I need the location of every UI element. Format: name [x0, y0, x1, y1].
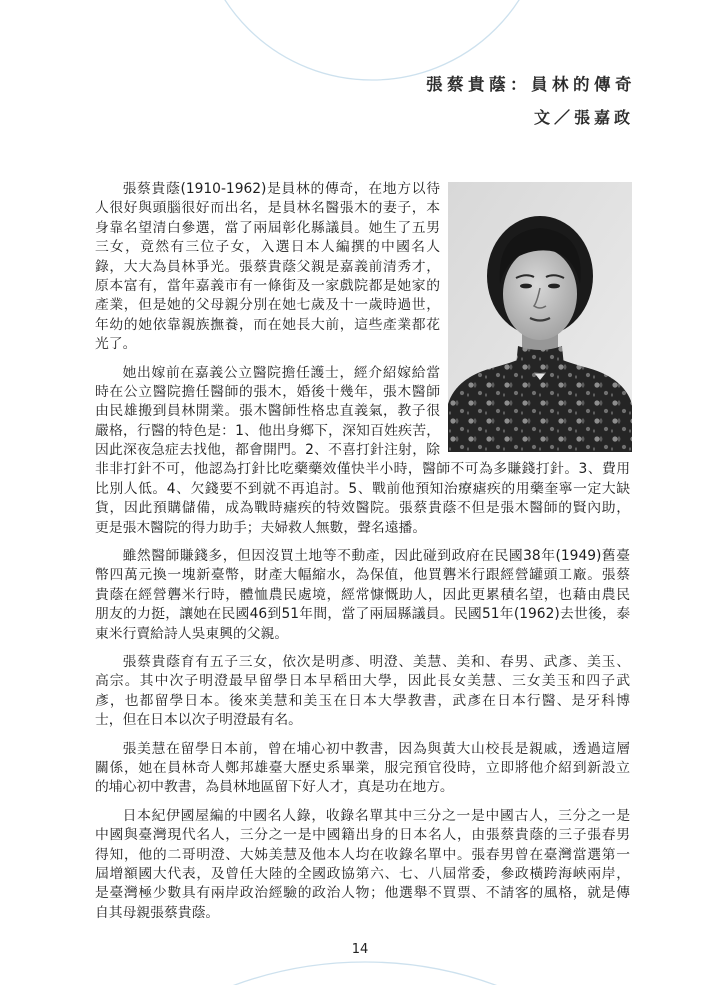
article-body — [95, 180, 630, 923]
paragraph-line: 由民雄搬到員林開業。張木醫師性格忠直義氣，教子很 — [95, 403, 440, 420]
article-title: 張蔡貴蔭：員林的傳奇 — [426, 75, 636, 94]
paragraph-line: 士，但在日本以次子明澄最有名。 — [95, 712, 302, 729]
paragraph-line: 彥，也都留學日本。後來美慧和美玉在日本大學教書，武彥在日本行醫、是牙科博 — [95, 692, 630, 709]
paragraph-4 — [95, 653, 630, 731]
paragraph-line: 三女，竟然有三位子女，入選日本人編撰的中國名人 — [95, 239, 440, 256]
paragraph-line: 屆增額國大代表，及曾任大陸的全國政協第六、七、八屆常委，參政橫跨海峽兩岸， — [95, 865, 630, 882]
paragraph-line: 非非打針不可，他認為打針比吃藥藥效僅快半小時，醫師不可為多賺錢打針。3、費用 — [95, 461, 630, 478]
paragraph-line: 時在公立醫院擔任醫師的張木，婚後十幾年，張木醫師 — [95, 383, 440, 400]
paragraph-line: 產業，但是她的父母親分別在她七歲及十一歲時過世， — [95, 297, 440, 314]
paragraph-line: 張蔡貴蔭育有五子三女，依次是明彥、明澄、美慧、美和、春男、武彥、美玉、 — [122, 653, 630, 670]
paragraph-2 — [95, 364, 630, 539]
paragraph-3 — [95, 547, 630, 644]
page-number: 14 — [351, 942, 369, 957]
paragraph-line: 更是張木醫院的得力助手；夫婦救人無數，聲名遠播。 — [95, 519, 427, 536]
paragraph-line: 自其母親張蔡貴蔭。 — [95, 904, 220, 921]
paragraph-line: 雖然醫師賺錢多，但因沒買土地等不動產，因此碰到政府在民國38年(1949)舊臺 — [122, 548, 630, 565]
paragraph-line: 年幼的她依靠親族撫養，而在她長大前，這些產業都花 — [95, 316, 440, 333]
paragraph-line: 關係，她在員林奇人鄭邦雄臺大歷史系畢業，服完預官役時，立即將他介紹到新設立 — [95, 759, 630, 776]
decorative-ring-bottom — [0, 962, 720, 985]
paragraph-line: 她出嫁前在嘉義公立醫院擔任護士，經介紹嫁給當 — [122, 364, 440, 381]
decorative-ring-top — [197, 0, 547, 80]
paragraph-line: 比別人低。4、欠錢要不到就不再追討。5、戰前他預知治療瘧疾的用藥奎寧一定大缺 — [95, 480, 630, 497]
paragraph-5 — [95, 740, 630, 798]
paragraph-line: 錄，大大為員林爭光。張蔡貴蔭父親是嘉義前清秀才， — [95, 258, 440, 275]
paragraph-line: 的埔心初中教書，為員林地區留下好人才，真是功在地方。 — [95, 779, 454, 796]
paragraph-line: 張美慧在留學日本前，曾在埔心初中教書，因為與黃大山校長是親戚，透過這層 — [122, 740, 630, 757]
paragraph-line: 貴蔭在經營礱米行時，體恤農民處境，經常慷慨助人，因此更累積名望，也藉由農民 — [95, 586, 630, 603]
paragraph-line: 嚴格，行醫的特色是：1、他出身鄉下，深知百姓疾苦， — [95, 422, 440, 439]
paragraph-line: 高宗。其中次子明澄最早留學日本早稻田大學，因此長女美慧、三女美玉和四子武 — [95, 673, 630, 690]
paragraph-line: 得知，他的二哥明澄、大姊美慧及他本人均在收錄名單中。張春男曾在臺灣當選第一 — [95, 846, 630, 863]
paragraph-6 — [95, 807, 630, 923]
paragraph-line: 貨，因此預購儲備，成為戰時瘧疾的特效醫院。張蔡貴蔭不但是張木醫師的賢內助， — [95, 500, 630, 517]
paragraph-line: 光了。 — [95, 336, 137, 353]
paragraph-line: 身靠名望清白參選，當了兩屆彰化縣議員。她生了五男 — [95, 219, 440, 236]
paragraph-line: 幣四萬元換一塊新臺幣，財產大幅縮水，為保值，他買礱米行跟經營罐頭工廠。張蔡 — [95, 567, 630, 584]
paragraph-line: 是臺灣極少數具有兩岸政治經驗的政治人物；他選舉不買票、不請客的風格，就是傳 — [95, 885, 630, 902]
paragraph-line: 東米行賣給詩人吳東興的父親。 — [95, 625, 289, 642]
paragraph-1 — [95, 180, 630, 355]
paragraph-line: 原本富有，當年嘉義市有一條街及一家戲院都是她家的 — [95, 277, 440, 294]
paragraph-line: 日本紀伊國屋編的中國名人錄，收錄名單其中三分之一是中國古人，三分之一是 — [122, 807, 630, 824]
paragraph-line: 人很好與頭腦很好而出名，是員林名醫張木的妻子，本 — [95, 200, 440, 217]
paragraph-line: 張蔡貴蔭(1910-1962)是員林的傳奇，在地方以待 — [122, 181, 440, 197]
paragraph-line: 因此深夜急症去找他，都會開門。2、不喜打針注射，除 — [95, 442, 440, 459]
paragraph-line: 中國與臺灣現代名人，三分之一是中國籍出身的日本名人，由張蔡貴蔭的三子張春男 — [95, 827, 630, 844]
article-byline: 文／張嘉政 — [533, 108, 634, 127]
paragraph-line: 朋友的力挺，讓她在民國46到51年間，當了兩屆縣議員。民國51年(1962)去世後，泰 — [95, 606, 630, 623]
